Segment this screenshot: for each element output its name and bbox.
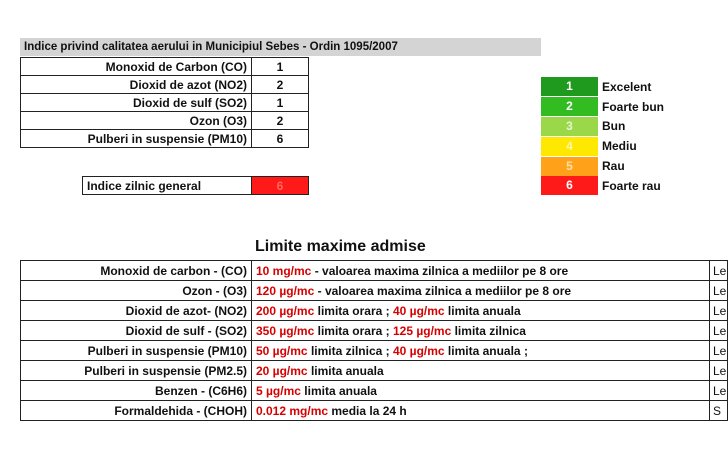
limit-row [21, 281, 728, 301]
limit-row [21, 341, 728, 361]
limit-text-secondary: limita anuala [444, 303, 521, 318]
limit-value-secondary: 40 µg/mc [392, 303, 445, 318]
index-row [21, 94, 309, 112]
legend-label: Mediu [602, 139, 637, 154]
legend-item [541, 156, 664, 176]
limit-description [252, 301, 710, 321]
limit-pollutant: Formaldehida - (CHOH) [21, 401, 252, 421]
legend-label: Excelent [602, 79, 652, 94]
general-index-row [83, 177, 309, 195]
limit-row [21, 361, 728, 381]
pollutant-name: Dioxid de sulf (SO2) [21, 94, 252, 112]
limit-pollutant: Dioxid de sulf - (SO2) [21, 321, 252, 341]
limit-text: limita orara ; [314, 303, 393, 318]
limit-value-secondary: 40 µg/mc [392, 343, 445, 358]
pollutant-index-value: 1 [252, 58, 309, 76]
limit-value: 20 µg/mc [256, 363, 308, 378]
index-row [21, 112, 309, 130]
index-row [21, 58, 309, 76]
limit-description [252, 341, 710, 361]
legend-swatch: 1 [541, 77, 598, 96]
legend-label: Foarte rau [602, 178, 661, 193]
limit-value: 10 mg/mc [256, 263, 312, 278]
pollutant-index-table [20, 57, 309, 148]
legend-swatch: 3 [541, 117, 598, 136]
legend-item [541, 117, 664, 137]
limit-extra: Le [710, 261, 728, 281]
limit-description [252, 261, 710, 281]
general-index-label: Indice zilnic general [83, 177, 252, 195]
limit-text-secondary: limita anuala ; [444, 343, 528, 358]
pollutant-index-value: 6 [252, 130, 309, 148]
limit-row [21, 301, 728, 321]
legend-swatch: 2 [541, 97, 598, 116]
legend-item [541, 97, 664, 117]
pollutant-name: Dioxid de azot (NO2) [21, 76, 252, 94]
legend-label: Rau [602, 159, 625, 174]
limit-description [252, 381, 710, 401]
index-row [21, 130, 309, 148]
limit-description [252, 321, 710, 341]
limit-extra: Le [710, 341, 728, 361]
limit-extra: Le [710, 381, 728, 401]
limit-extra: Le [710, 361, 728, 381]
limit-value-secondary: 125 µg/mc [392, 323, 452, 338]
legend-label: Bun [602, 119, 626, 134]
limit-value: 350 µg/mc [256, 323, 315, 338]
limit-description [252, 281, 710, 301]
limit-pollutant: Pulberi in suspensie (PM2.5) [21, 361, 252, 381]
limit-pollutant: Pulberi in suspensie (PM10) [21, 341, 252, 361]
limit-pollutant: Benzen - (C6H6) [21, 381, 252, 401]
limit-row [21, 261, 728, 281]
limit-row [21, 401, 728, 421]
limit-row [21, 321, 728, 341]
limit-text: limita anuala [307, 363, 384, 378]
limit-extra: S [710, 401, 728, 421]
limit-text: media la 24 h [328, 403, 407, 418]
limits-title: Limite maxime admise [255, 238, 426, 255]
legend-swatch: 4 [541, 137, 598, 156]
pollutant-index-value: 2 [252, 76, 309, 94]
limit-extra: Le [710, 321, 728, 341]
limit-pollutant: Ozon - (O3) [21, 281, 252, 301]
limit-value: 120 µg/mc [256, 283, 315, 298]
legend-item [541, 77, 664, 97]
limits-table [20, 260, 728, 421]
legend-item [541, 176, 664, 196]
limit-pollutant: Dioxid de azot- (NO2) [21, 301, 252, 321]
limit-extra: Le [710, 281, 728, 301]
legend-swatch: 6 [541, 176, 598, 195]
limit-description [252, 361, 710, 381]
general-index-value: 6 [252, 177, 309, 195]
pollutant-index-value: 1 [252, 94, 309, 112]
limit-text: limita anuala [300, 383, 377, 398]
limit-text: limita zilnica ; [307, 343, 393, 358]
limit-extra: Le [710, 301, 728, 321]
legend-swatch: 5 [541, 157, 598, 176]
limit-value: 200 µg/mc [256, 303, 315, 318]
limit-value: 5 µg/mc [256, 383, 301, 398]
legend-item [541, 136, 664, 156]
general-index-table [82, 176, 309, 195]
limit-text: limita orara ; [314, 323, 393, 338]
pollutant-name: Ozon (O3) [21, 112, 252, 130]
pollutant-index-value: 2 [252, 112, 309, 130]
limit-value: 50 µg/mc [256, 343, 308, 358]
limit-row [21, 381, 728, 401]
limit-text-secondary: limita zilnica [451, 323, 526, 338]
index-row [21, 76, 309, 94]
limit-text: - valoarea maxima zilnica a mediilor pe 8 ore [314, 283, 572, 298]
limit-description [252, 401, 710, 421]
limit-value: 0.012 mg/mc [256, 403, 329, 418]
pollutant-name: Pulberi in suspensie (PM10) [21, 130, 252, 148]
limit-text: - valoarea maxima zilnica a mediilor pe 8 ore [311, 263, 569, 278]
legend-label: Foarte bun [602, 99, 664, 114]
limit-pollutant: Monoxid de carbon - (CO) [21, 261, 252, 281]
pollutant-name: Monoxid de Carbon (CO) [21, 58, 252, 76]
page-title: Indice privind calitatea aerului in Municipiul Sebes - Ordin 1095/2007 [20, 38, 541, 56]
index-legend [541, 77, 664, 196]
